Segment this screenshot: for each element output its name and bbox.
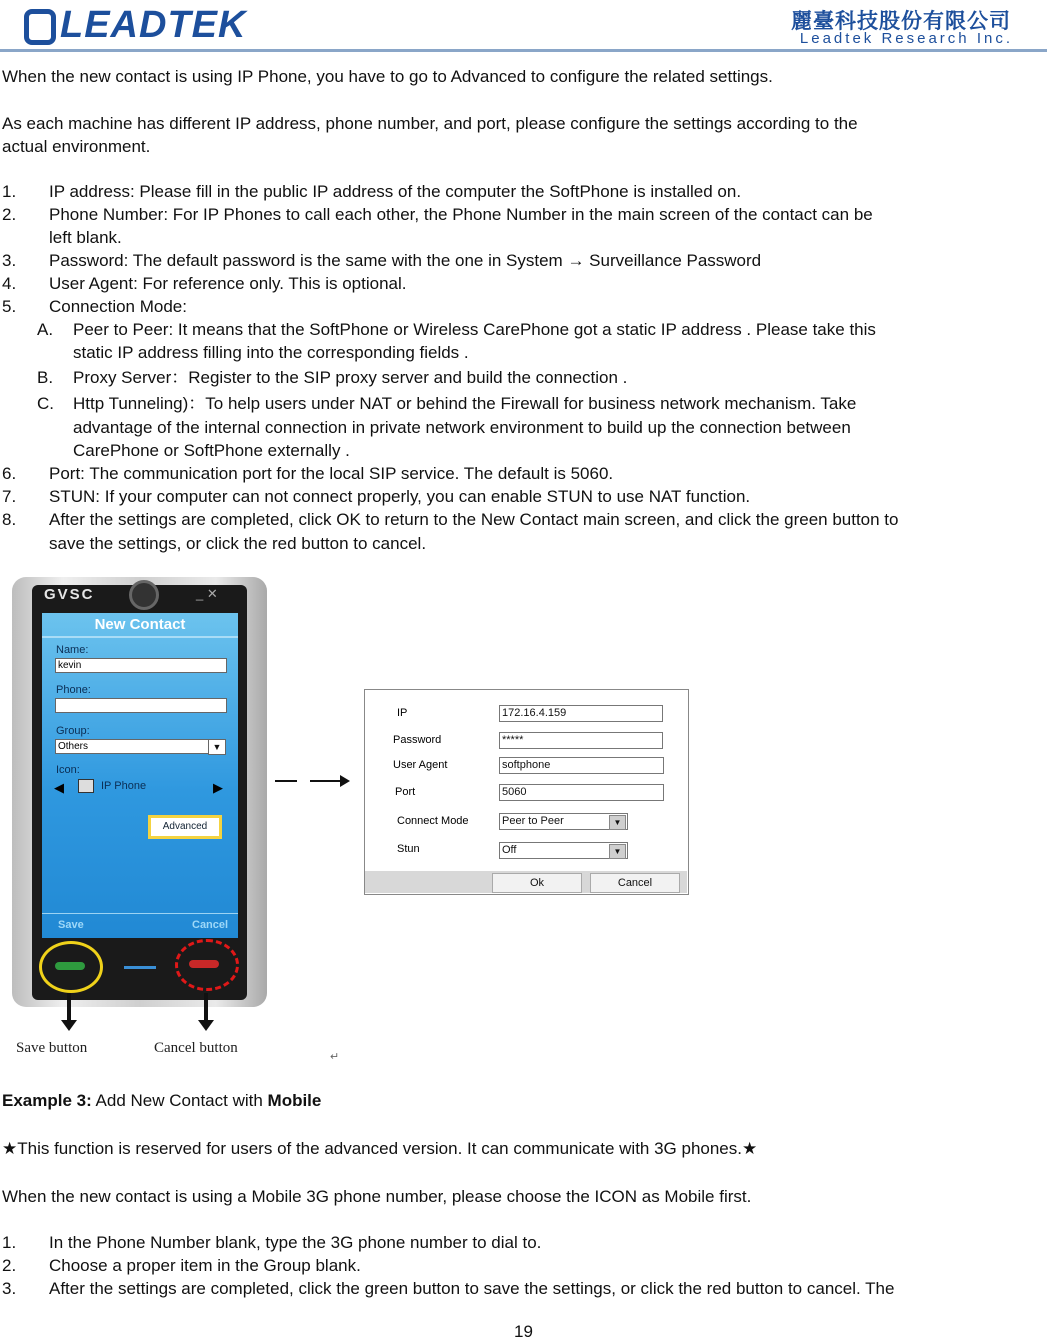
stun-select[interactable]: [499, 842, 628, 859]
chevron-down-icon[interactable]: ▼: [609, 844, 626, 859]
connect-mode-label: Connect Mode: [397, 815, 469, 827]
list-number: 1.: [2, 1233, 17, 1252]
header-divider: [0, 49, 1047, 52]
list-number: 4.: [2, 274, 17, 293]
list-item-user-agent: User Agent: For reference only. This is optional.: [49, 274, 407, 293]
cancel-button-caption: Cancel button: [154, 1040, 238, 1056]
softkey-save[interactable]: Save: [58, 919, 84, 931]
list-item-port: Port: The communication port for the local SIP service. The default is 5060.: [49, 464, 614, 483]
sublist-letter: C.: [37, 394, 54, 413]
phone-field[interactable]: [55, 698, 227, 713]
mode-peer-to-peer: Peer to Peer: It means that the SoftPhone or Wireless CarePhone got a static IP address . Please take this: [73, 320, 876, 339]
phone-label: Phone:: [56, 684, 91, 696]
company-name-en: Leadtek Research Inc.: [799, 30, 1013, 47]
company-name-cn: 麗臺科技股份有限公司: [791, 10, 1011, 33]
dashed-arrow-segment: [310, 780, 340, 782]
password-label: Password: [393, 734, 442, 746]
port-input[interactable]: 5060: [499, 784, 664, 801]
mode-proxy-server: Proxy Server：Register to the SIP proxy server and build the connection .: [73, 368, 628, 387]
list-number: 6.: [2, 464, 17, 483]
mode-http-tunneling-cont-1: advantage of the internal connection in private network environment to build up the connection between: [73, 418, 851, 437]
dashed-arrow-segment: [275, 780, 297, 782]
icon-value: IP Phone: [101, 780, 147, 792]
list-item-ip-address: IP address: Please fill in the public IP address of the computer the SoftPhone is installed on.: [49, 182, 742, 201]
logo-mark-icon: [24, 9, 56, 45]
example-3-step-3: After the settings are completed, click the green button to save the settings, or click the red button to cancel. The: [49, 1279, 895, 1298]
nav-key[interactable]: [124, 966, 156, 969]
list-number: 7.: [2, 487, 17, 506]
stun-label: Stun: [397, 843, 420, 855]
intro-paragraph-2-line-2: actual environment.: [2, 137, 151, 156]
connect-mode-value: Peer to Peer: [502, 815, 564, 827]
ok-button[interactable]: Ok: [492, 873, 582, 893]
list-number: 8.: [2, 510, 17, 529]
intro-paragraph-2-line-1: As each machine has different IP address, phone number, and port, please configure the settings according to the: [2, 114, 858, 133]
user-agent-input[interactable]: softphone: [499, 757, 664, 774]
ip-label: IP: [397, 707, 408, 719]
camera-icon: [129, 580, 159, 610]
sublist-letter: B.: [37, 368, 54, 387]
ip-input[interactable]: 172.16.4.159: [499, 705, 663, 722]
cancel-button[interactable]: Cancel: [590, 873, 680, 893]
return-mark: ↵: [330, 1051, 340, 1063]
mode-peer-to-peer-cont: static IP address filling into the corresponding fields .: [73, 343, 469, 362]
new-contact-title: New Contact: [94, 616, 186, 633]
example-title-mobile: Mobile: [267, 1091, 322, 1110]
port-label: Port: [395, 786, 416, 798]
phone-brand: GVSC: [44, 586, 95, 603]
chevron-down-icon[interactable]: ▼: [208, 739, 226, 755]
list-item-complete: After the settings are completed, click OK to return to the New Contact main screen, and click the green button to: [49, 510, 899, 529]
advanced-button[interactable]: Advanced: [148, 815, 222, 839]
list-item-connection-mode: Connection Mode:: [49, 297, 187, 316]
leadtek-logo: LEADTEK: [24, 4, 246, 47]
list-number: 3.: [2, 1279, 17, 1298]
ip-phone-icon: [78, 779, 94, 793]
save-button-caption: Save button: [16, 1040, 88, 1056]
example-3-paragraph: When the new contact is using a Mobile 3G phone number, please choose the ICON as Mobile first.: [2, 1187, 752, 1206]
arrow-head-icon: [198, 1020, 214, 1031]
list-number: 2.: [2, 205, 17, 224]
softkey-cancel[interactable]: Cancel: [192, 919, 229, 931]
prev-arrow-icon[interactable]: ◀: [54, 780, 64, 795]
list-item-phone-number-cont: left blank.: [49, 228, 122, 247]
group-select[interactable]: Others: [55, 739, 209, 754]
stun-value: Off: [502, 844, 517, 856]
example-title: Add New Contact with: [91, 1091, 268, 1110]
advanced-version-note: ★This function is reserved for users of the advanced version. It can communicate with 3G phones.★: [2, 1139, 758, 1158]
chevron-down-icon[interactable]: ▼: [609, 815, 626, 830]
mode-http-tunneling: Http Tunneling)：To help users under NAT or behind the Firewall for business network mechanism. Take: [73, 394, 857, 413]
list-number: 2.: [2, 1256, 17, 1275]
user-agent-label: User Agent: [393, 759, 448, 771]
next-arrow-icon[interactable]: ▶: [213, 780, 223, 795]
name-field[interactable]: kevin: [55, 658, 227, 673]
password-input[interactable]: *****: [499, 732, 663, 749]
icon-label: Icon:: [56, 764, 80, 776]
arrow-right-icon: [340, 775, 350, 787]
mode-http-tunneling-cont-2: CarePhone or SoftPhone externally .: [73, 441, 350, 460]
example-label: Example 3:: [2, 1091, 92, 1110]
example-3-step-1: In the Phone Number blank, type the 3G phone number to dial to.: [49, 1233, 542, 1252]
arrow-head-icon: [61, 1020, 77, 1031]
sublist-letter: A.: [37, 320, 54, 339]
connect-mode-select[interactable]: [499, 813, 628, 830]
group-label: Group:: [56, 725, 90, 737]
window-controls: _ ✕: [196, 586, 218, 601]
list-item-complete-cont: save the settings, or click the red button to cancel.: [49, 534, 427, 553]
example-3-heading: [2, 1089, 321, 1112]
list-item-password: Password: The default password is the same with the one in System → Surveillance Password: [49, 251, 762, 270]
page-number: 19: [514, 1322, 533, 1341]
intro-paragraph-1: When the new contact is using IP Phone, you have to go to Advanced to configure the related settings.: [2, 67, 773, 86]
name-label: Name:: [56, 644, 89, 656]
list-item-stun: STUN: If your computer can not connect properly, you can enable STUN to use NAT function.: [49, 487, 751, 506]
example-3-step-2: Choose a proper item in the Group blank.: [49, 1256, 361, 1275]
list-number: 3.: [2, 251, 17, 270]
green-call-button[interactable]: [55, 962, 85, 970]
red-end-button[interactable]: [189, 960, 219, 968]
list-number: 1.: [2, 182, 17, 201]
list-number: 5.: [2, 297, 17, 316]
title-divider: [42, 636, 238, 638]
list-item-phone-number: Phone Number: For IP Phones to call each other, the Phone Number in the main screen of the contact can be: [49, 205, 873, 224]
